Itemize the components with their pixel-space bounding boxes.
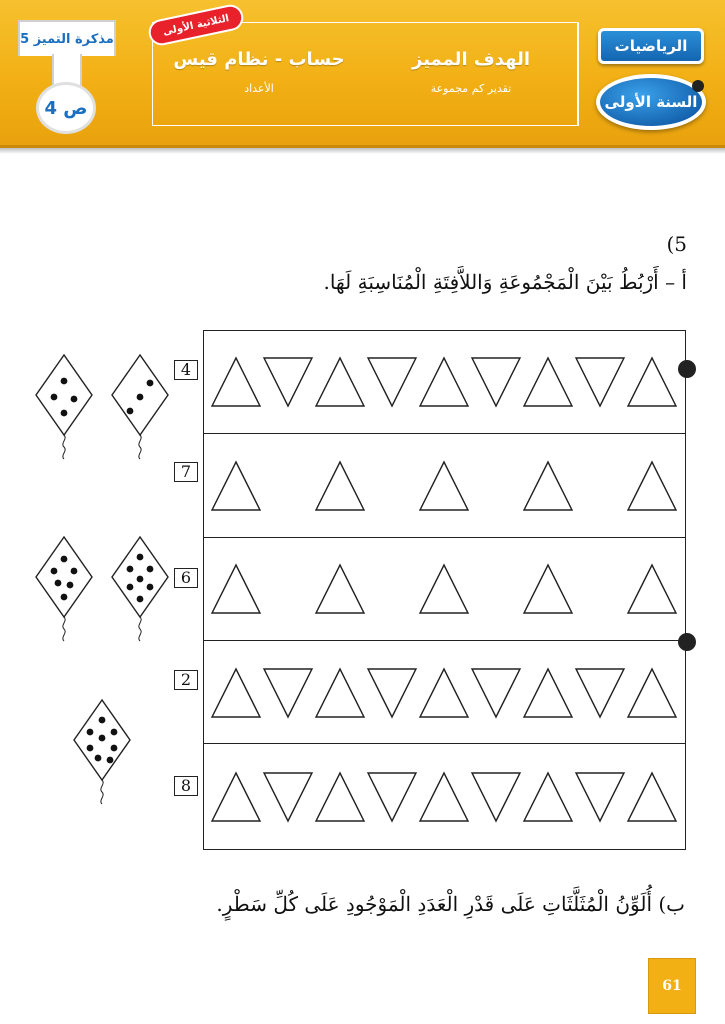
kite[interactable] — [36, 355, 92, 459]
kite-body — [36, 537, 92, 617]
kite-dot — [55, 580, 62, 587]
kite-tail — [63, 435, 65, 459]
kite-tail — [139, 435, 141, 459]
kite-tail — [63, 617, 65, 641]
instruction-part-b: ب) أُلَوِّنُ الْمُثَلَّثَاتِ عَلَى قَدْرِ الْعَدَدِ الْمَوْجُودِ عَلَى كُلِّ سَطْرٍ. — [216, 892, 685, 916]
triangle-up[interactable] — [420, 565, 468, 613]
kite-dot — [127, 566, 134, 573]
triangle-up[interactable] — [420, 358, 468, 406]
kite-dot — [71, 568, 78, 575]
instruction-part-a: أ – أَرْبُطُ بَيْنَ الْمَجْمُوعَةِ وَاللاَّفِتَةِ الْمُنَاسِبَةِ لَهَا. — [323, 270, 687, 294]
triangle-down[interactable] — [576, 773, 624, 821]
kite-dot — [99, 735, 106, 742]
kite-dot — [51, 568, 58, 575]
triangle-up[interactable] — [524, 669, 572, 717]
kite-dot — [107, 757, 114, 764]
triangle-up[interactable] — [524, 773, 572, 821]
kite-dot — [137, 596, 144, 603]
kite-dot — [87, 745, 94, 752]
kite[interactable] — [74, 700, 130, 804]
kite-dot — [67, 582, 74, 589]
triangle-down[interactable] — [576, 669, 624, 717]
domain-subtitle: الأعداد — [244, 82, 274, 95]
exercise-number: 5) — [666, 232, 687, 256]
triangle-up[interactable] — [316, 358, 364, 406]
triangle-up[interactable] — [628, 565, 676, 613]
kite-dot — [111, 745, 118, 752]
triangle-up[interactable] — [524, 462, 572, 510]
triangle-down[interactable] — [368, 773, 416, 821]
triangle-up[interactable] — [524, 358, 572, 406]
kite[interactable] — [112, 355, 168, 459]
kite-dot — [147, 566, 154, 573]
triangle-down[interactable] — [576, 358, 624, 406]
memo-title: مذكرة التميز 5 — [18, 20, 116, 56]
kite-dot — [61, 378, 68, 385]
triangle-down[interactable] — [368, 669, 416, 717]
kite-dot — [111, 729, 118, 736]
kite-dot — [99, 717, 106, 724]
kite[interactable] — [112, 537, 168, 641]
kite-dot — [137, 554, 144, 561]
row-number-box: 8 — [174, 776, 198, 796]
row-number-box: 2 — [174, 670, 198, 690]
triangle-down[interactable] — [472, 669, 520, 717]
triangle-up[interactable] — [316, 773, 364, 821]
triangle-up[interactable] — [316, 565, 364, 613]
kite-body — [36, 355, 92, 435]
triangle-down[interactable] — [264, 773, 312, 821]
triangle-up[interactable] — [212, 669, 260, 717]
goal-subtitle: تقدير كم مجموعة — [430, 82, 512, 95]
triangle-up[interactable] — [316, 669, 364, 717]
triangle-up[interactable] — [212, 358, 260, 406]
triangle-up[interactable] — [420, 773, 468, 821]
triangle-up[interactable] — [420, 669, 468, 717]
row-number-box: 4 — [174, 360, 198, 380]
kite-dot — [61, 594, 68, 601]
kite-tail — [139, 617, 141, 641]
triangle-up[interactable] — [628, 462, 676, 510]
kite-dot — [51, 394, 58, 401]
triangle-up[interactable] — [420, 462, 468, 510]
triangle-up[interactable] — [628, 669, 676, 717]
triangle-up[interactable] — [212, 773, 260, 821]
kite-dot — [61, 410, 68, 417]
kite-dot — [87, 729, 94, 736]
kite-dot — [147, 584, 154, 591]
triangle-down[interactable] — [472, 358, 520, 406]
kite-dot — [71, 396, 78, 403]
triangle-down[interactable] — [264, 669, 312, 717]
trimester-badge: الثلاثية الأولى — [146, 2, 245, 47]
year-badge: السنة الأولى — [596, 74, 706, 130]
kite-dot — [95, 755, 102, 762]
page-number: 61 — [648, 958, 696, 1014]
row-number-box: 6 — [174, 568, 198, 588]
triangle-up[interactable] — [524, 565, 572, 613]
goal-title: الهدف المميز — [412, 49, 530, 70]
triangle-up[interactable] — [628, 358, 676, 406]
domain-title: حساب - نظام قيس — [173, 49, 345, 70]
kite-dot — [127, 584, 134, 591]
kite[interactable] — [36, 537, 92, 641]
memo-page-badge: ص 4 — [36, 82, 96, 134]
kite-dot — [61, 556, 68, 563]
triangle-up[interactable] — [212, 565, 260, 613]
subject-tag: الرياضيات — [598, 28, 704, 64]
triangle-up[interactable] — [212, 462, 260, 510]
triangle-down[interactable] — [472, 773, 520, 821]
triangle-up[interactable] — [628, 773, 676, 821]
triangle-down[interactable] — [264, 358, 312, 406]
kite-tail — [101, 780, 103, 804]
kite-dot — [127, 408, 134, 415]
row-number-box: 7 — [174, 462, 198, 482]
triangle-up[interactable] — [316, 462, 364, 510]
triangle-down[interactable] — [368, 358, 416, 406]
kite-dot — [137, 576, 144, 583]
kite-dot — [137, 394, 144, 401]
kite-dot — [147, 380, 154, 387]
